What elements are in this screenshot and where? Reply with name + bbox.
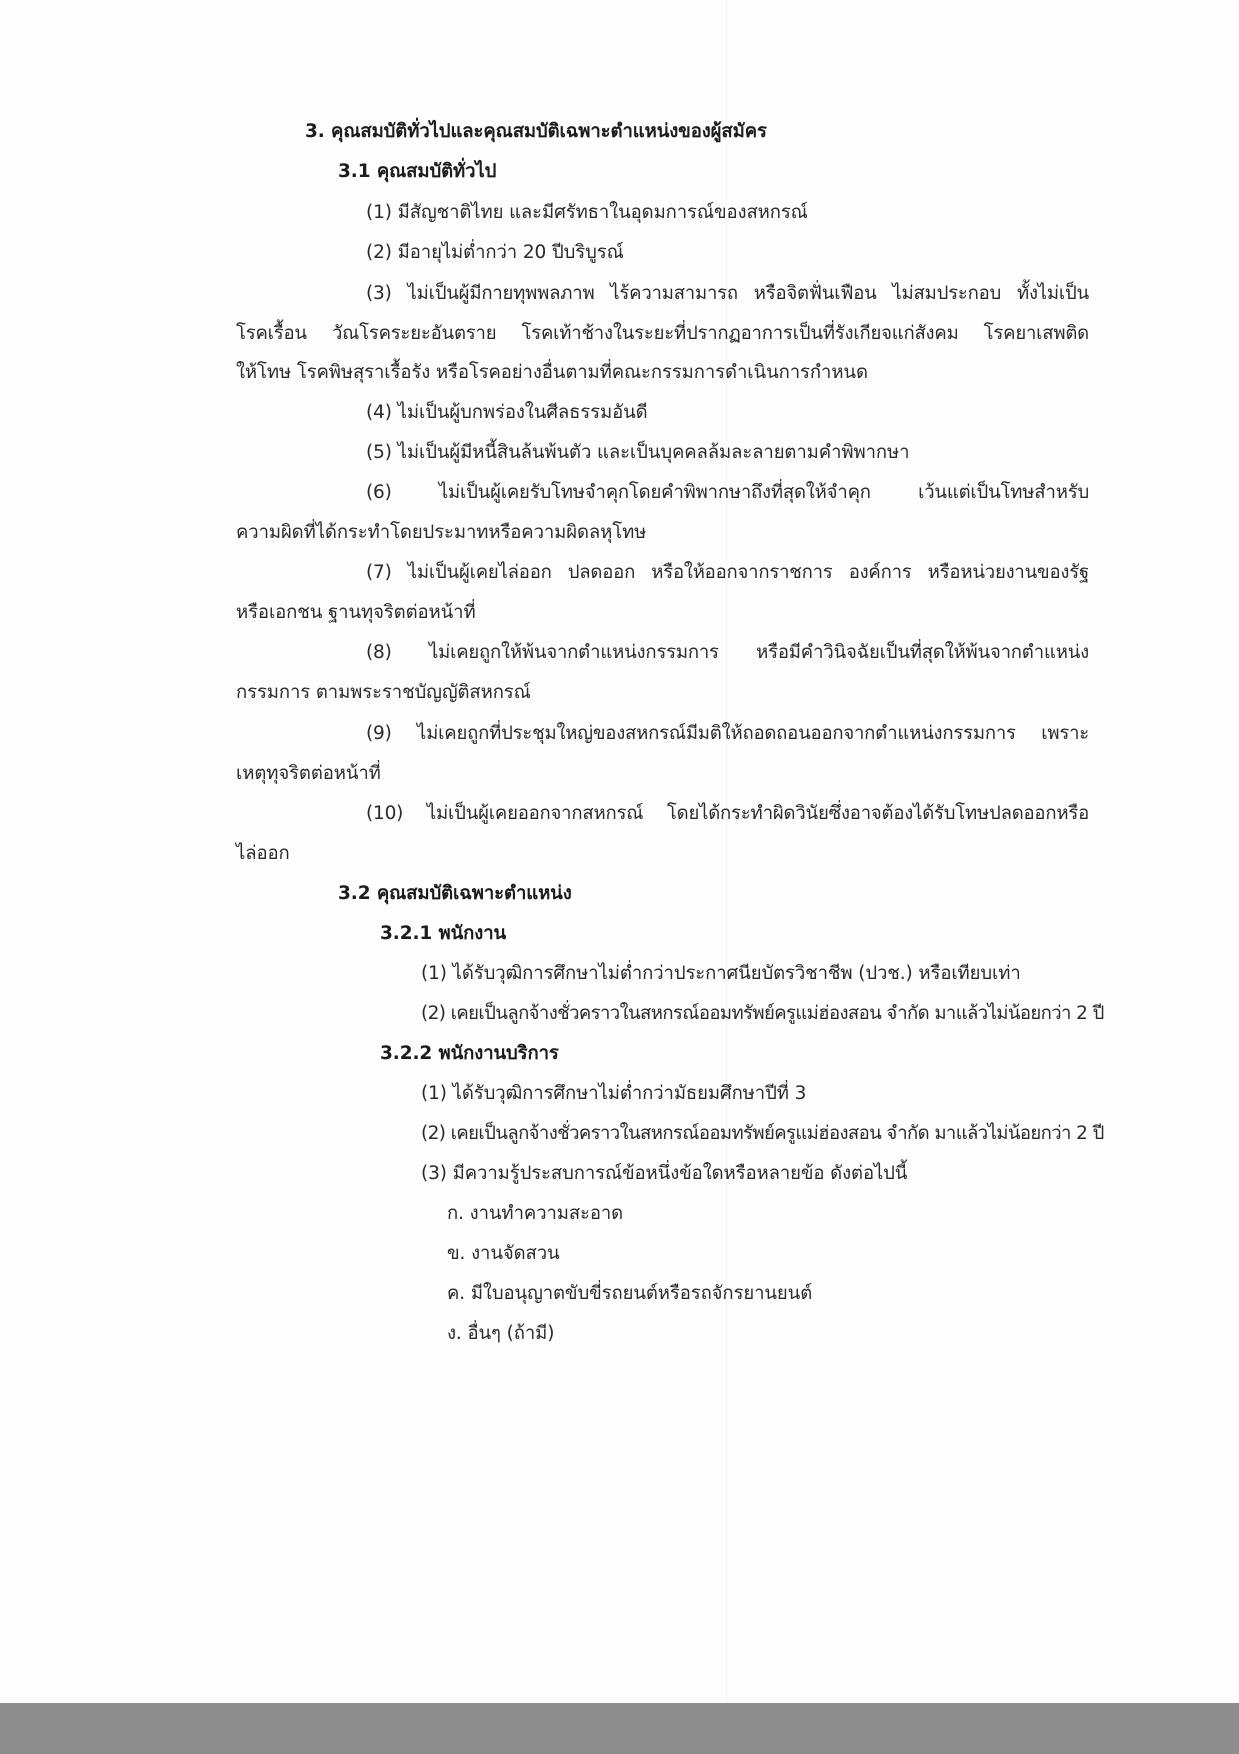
staff-item-1: (1) ได้รับวุฒิการศึกษาไม่ต่ำกว่าประกาศนียบัตรวิชาชีพ (ปวช.) หรือเทียบเท่า bbox=[421, 963, 1021, 984]
service-sub-item-b: ข. งานจัดสวน bbox=[447, 1243, 560, 1264]
general-item-7-line-2: หรือเอกชน ฐานทุจริตต่อหน้าที่ bbox=[236, 602, 476, 623]
scan-fold-line bbox=[726, 0, 727, 1703]
general-item-6-line-1: (6) ไม่เป็นผู้เคยรับโทษจำคุกโดยคำพิพากษาถึงที่สุดให้จำคุก เว้นแต่เป็นโทษสำหรับ bbox=[366, 482, 1089, 503]
service-sub-item-c: ค. มีใบอนุญาตขับขี่รถยนต์หรือรถจักรยานยนต์ bbox=[447, 1283, 813, 1304]
general-item-7-line-1: (7) ไม่เป็นผู้เคยไล่ออก ปลดออก หรือให้ออกจากราชการ องค์การ หรือหน่วยงานของรัฐ bbox=[366, 562, 1089, 583]
general-item-8-line-2: กรรมการ ตามพระราชบัญญัติสหกรณ์ bbox=[236, 682, 531, 703]
service-item-1: (1) ได้รับวุฒิการศึกษาไม่ต่ำกว่ามัธยมศึกษาปีที่ 3 bbox=[421, 1083, 807, 1104]
general-item-4: (4) ไม่เป็นผู้บกพร่องในศีลธรรมอันดี bbox=[366, 402, 648, 423]
general-item-2: (2) มีอายุไม่ต่ำกว่า 20 ปีบริบูรณ์ bbox=[366, 242, 624, 263]
general-item-9-line-1: (9) ไม่เคยถูกที่ประชุมใหญ่ของสหกรณ์มีมติให้ถอดถอนออกจากตำแหน่งกรรมการ เพราะ bbox=[366, 723, 1089, 744]
general-item-3-line-2: โรคเรื้อน วัณโรคระยะอันตราย โรคเท้าช้างในระยะที่ปรากฏอาการเป็นที่รังเกียจแก่สังคม โรคยาเสพติด bbox=[236, 323, 1089, 344]
general-item-5: (5) ไม่เป็นผู้มีหนี้สินล้นพ้นตัว และเป็นบุคคลล้มละลายตามคำพิพากษา bbox=[366, 442, 910, 463]
specific-qualifications-title: 3.2 คุณสมบัติเฉพาะตำแหน่ง bbox=[338, 883, 572, 904]
staff-position-title: 3.2.1 พนักงาน bbox=[380, 923, 507, 944]
general-item-9-line-2: เหตุทุจริตต่อหน้าที่ bbox=[236, 763, 381, 784]
general-item-10-line-2: ไล่ออก bbox=[236, 843, 290, 864]
service-sub-item-d: ง. อื่นๆ (ถ้ามี) bbox=[447, 1323, 555, 1344]
section-heading: 3. คุณสมบัติทั่วไปและคุณสมบัติเฉพาะตำแหน่งของผู้สมัคร bbox=[305, 121, 767, 142]
scanner-bottom-band bbox=[0, 1703, 1239, 1754]
general-item-6-line-2: ความผิดที่ได้กระทำโดยประมาทหรือความผิดลหุโทษ bbox=[236, 522, 647, 543]
general-qualifications-title: 3.1 คุณสมบัติทั่วไป bbox=[338, 161, 497, 182]
service-position-title: 3.2.2 พนักงานบริการ bbox=[380, 1043, 559, 1064]
general-item-1: (1) มีสัญชาติไทย และมีศรัทธาในอุดมการณ์ของสหกรณ์ bbox=[366, 202, 808, 223]
service-item-3: (3) มีความรู้ประสบการณ์ข้อหนึ่งข้อใดหรือหลายข้อ ดังต่อไปนี้ bbox=[421, 1163, 908, 1184]
staff-item-2: (2) เคยเป็นลูกจ้างชั่วคราวในสหกรณ์ออมทรัพย์ครูแม่ฮ่องสอน จำกัด มาแล้วไม่น้อยกว่า 2 ปี bbox=[421, 1003, 1104, 1024]
service-sub-item-a: ก. งานทำความสะอาด bbox=[447, 1203, 624, 1224]
general-item-3-line-1: (3) ไม่เป็นผู้มีกายทุพพลภาพ ไร้ความสามารถ หรือจิตฟั่นเฟือน ไม่สมประกอบ ทั้งไม่เป็น bbox=[366, 283, 1089, 304]
service-item-2: (2) เคยเป็นลูกจ้างชั่วคราวในสหกรณ์ออมทรัพย์ครูแม่ฮ่องสอน จำกัด มาแล้วไม่น้อยกว่า 2 ปี bbox=[421, 1123, 1104, 1144]
general-item-8-line-1: (8) ไม่เคยถูกให้พ้นจากตำแหน่งกรรมการ หรือมีคำวินิจฉัยเป็นที่สุดให้พ้นจากตำแหน่ง bbox=[366, 642, 1089, 663]
general-item-3-line-3: ให้โทษ โรคพิษสุราเรื้อรัง หรือโรคอย่างอื่นตามที่คณะกรรมการดำเนินการกำหนด bbox=[236, 362, 868, 383]
general-item-10-line-1: (10) ไม่เป็นผู้เคยออกจากสหกรณ์ โดยได้กระทำผิดวินัยซึ่งอาจต้องได้รับโทษปลดออกหรือ bbox=[366, 803, 1089, 824]
